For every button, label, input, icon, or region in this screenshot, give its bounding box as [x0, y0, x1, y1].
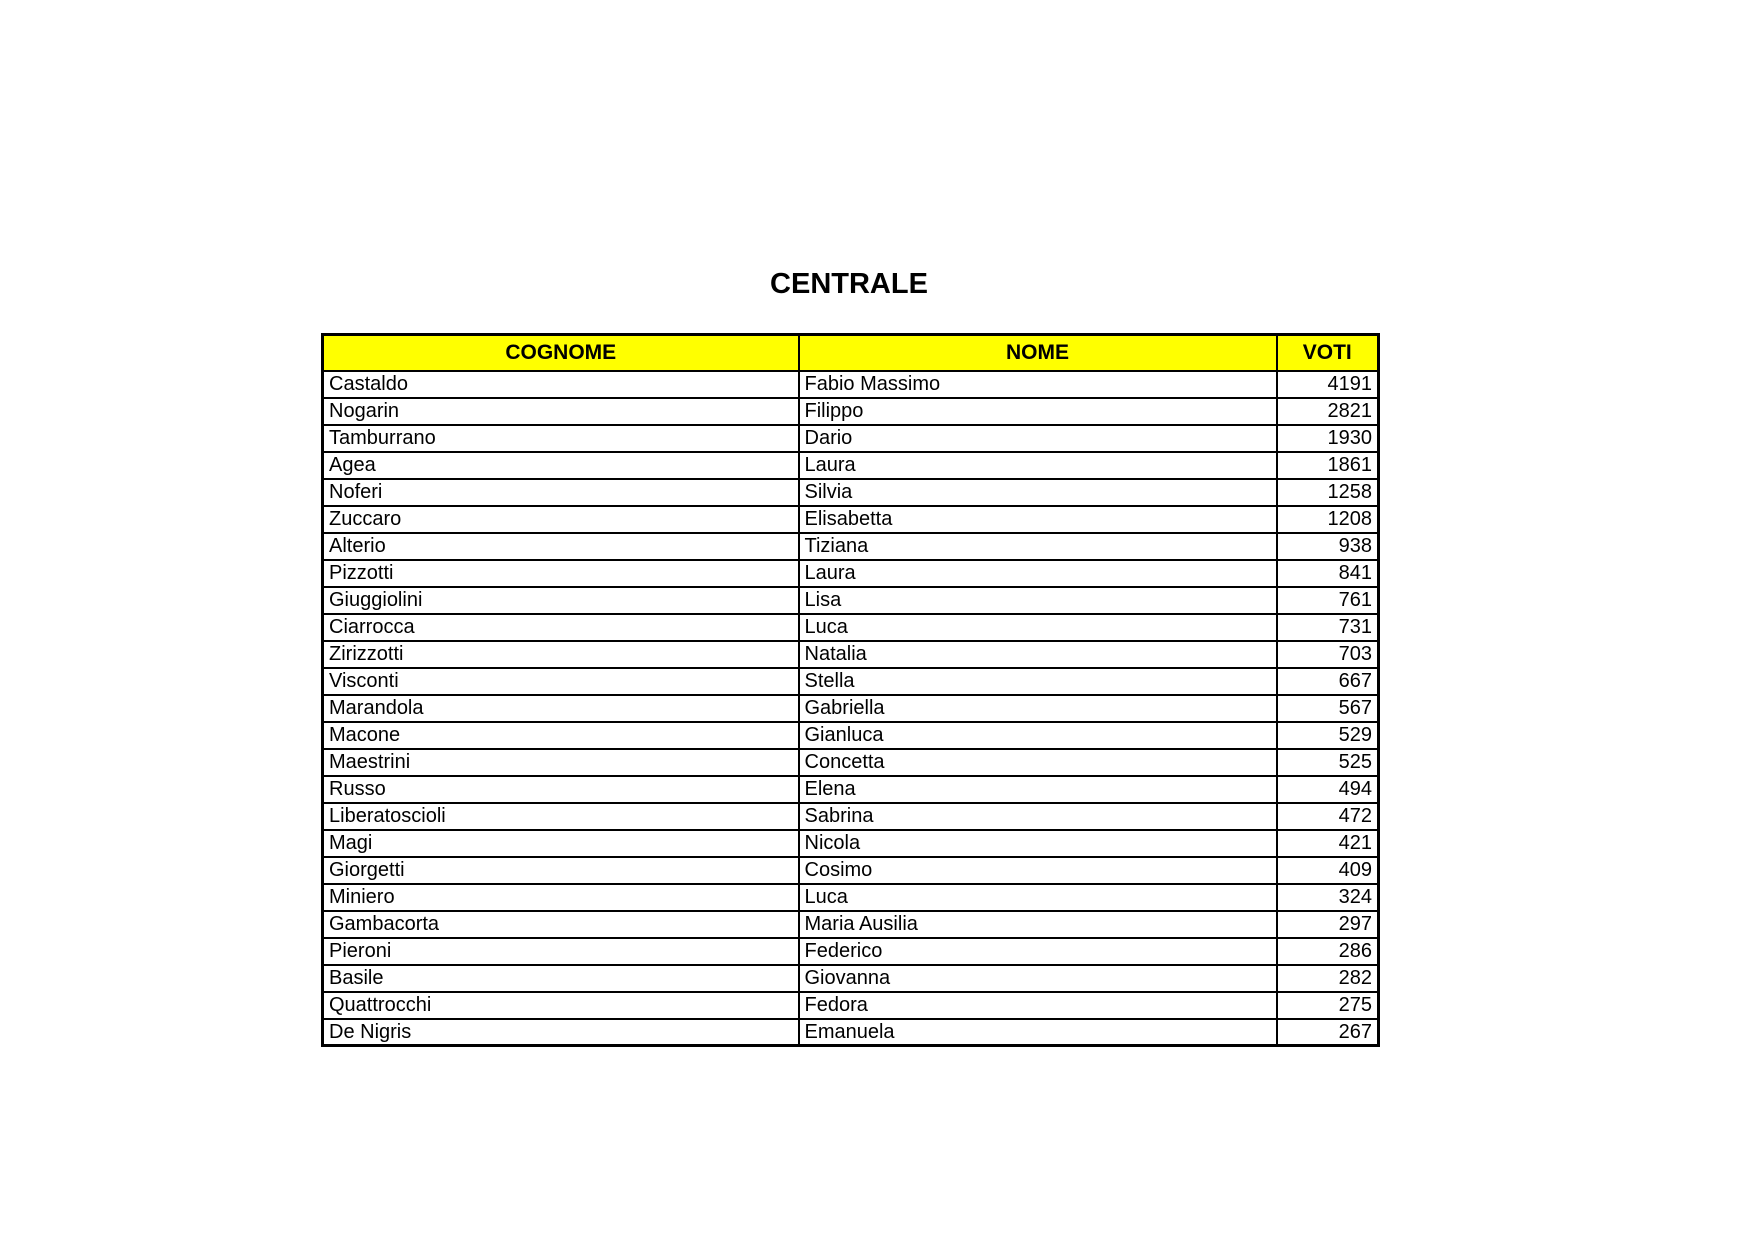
cell-nome: Nicola — [799, 830, 1277, 857]
cell-nome: Gianluca — [799, 722, 1277, 749]
table-body — [323, 371, 1379, 1046]
cell-voti: 529 — [1277, 722, 1379, 749]
cell-nome: Luca — [799, 884, 1277, 911]
table-row — [323, 614, 1379, 641]
cell-cognome: Pizzotti — [323, 560, 799, 587]
table-row — [323, 722, 1379, 749]
cell-nome: Gabriella — [799, 695, 1277, 722]
cell-cognome: Noferi — [323, 479, 799, 506]
cell-cognome: Nogarin — [323, 398, 799, 425]
cell-voti: 409 — [1277, 857, 1379, 884]
cell-cognome: Pieroni — [323, 938, 799, 965]
cell-nome: Emanuela — [799, 1019, 1277, 1046]
cell-nome: Laura — [799, 560, 1277, 587]
cell-nome: Laura — [799, 452, 1277, 479]
cell-nome: Sabrina — [799, 803, 1277, 830]
cell-voti: 4191 — [1277, 371, 1379, 398]
table-row — [323, 479, 1379, 506]
table-header — [323, 335, 1379, 371]
cell-voti: 286 — [1277, 938, 1379, 965]
cell-cognome: Zirizzotti — [323, 641, 799, 668]
cell-voti: 421 — [1277, 830, 1379, 857]
cell-nome: Fedora — [799, 992, 1277, 1019]
cell-cognome: Giuggiolini — [323, 587, 799, 614]
cell-cognome: Miniero — [323, 884, 799, 911]
cell-cognome: Marandola — [323, 695, 799, 722]
cell-cognome: Russo — [323, 776, 799, 803]
table-row — [323, 641, 1379, 668]
table-row — [323, 506, 1379, 533]
table-row — [323, 803, 1379, 830]
cell-voti: 938 — [1277, 533, 1379, 560]
cell-cognome: Castaldo — [323, 371, 799, 398]
table-row — [323, 1019, 1379, 1046]
table-row — [323, 776, 1379, 803]
cell-nome: Filippo — [799, 398, 1277, 425]
cell-voti: 761 — [1277, 587, 1379, 614]
cell-nome: Concetta — [799, 749, 1277, 776]
cell-nome: Maria Ausilia — [799, 911, 1277, 938]
cell-cognome: Tamburrano — [323, 425, 799, 452]
cell-voti: 494 — [1277, 776, 1379, 803]
table-row — [323, 452, 1379, 479]
cell-cognome: Quattrocchi — [323, 992, 799, 1019]
cell-cognome: Magi — [323, 830, 799, 857]
cell-voti: 324 — [1277, 884, 1379, 911]
table-header-row — [323, 335, 1379, 371]
page-title: CENTRALE — [770, 268, 928, 300]
cell-cognome: Macone — [323, 722, 799, 749]
column-header-voti: VOTI — [1277, 335, 1379, 371]
cell-voti: 297 — [1277, 911, 1379, 938]
cell-nome: Natalia — [799, 641, 1277, 668]
table-row — [323, 965, 1379, 992]
cell-voti: 667 — [1277, 668, 1379, 695]
cell-voti: 1208 — [1277, 506, 1379, 533]
cell-nome: Dario — [799, 425, 1277, 452]
cell-voti: 1258 — [1277, 479, 1379, 506]
cell-cognome: Visconti — [323, 668, 799, 695]
cell-cognome: Giorgetti — [323, 857, 799, 884]
cell-nome: Elena — [799, 776, 1277, 803]
table-row — [323, 425, 1379, 452]
column-header-cognome: COGNOME — [323, 335, 799, 371]
table-row — [323, 371, 1379, 398]
cell-voti: 525 — [1277, 749, 1379, 776]
table-row — [323, 587, 1379, 614]
cell-cognome: De Nigris — [323, 1019, 799, 1046]
cell-voti: 472 — [1277, 803, 1379, 830]
cell-cognome: Zuccaro — [323, 506, 799, 533]
cell-nome: Fabio Massimo — [799, 371, 1277, 398]
cell-cognome: Maestrini — [323, 749, 799, 776]
table-row — [323, 398, 1379, 425]
table-row — [323, 857, 1379, 884]
cell-voti: 267 — [1277, 1019, 1379, 1046]
table-row — [323, 830, 1379, 857]
cell-voti: 731 — [1277, 614, 1379, 641]
table-row — [323, 749, 1379, 776]
cell-cognome: Alterio — [323, 533, 799, 560]
table-row — [323, 911, 1379, 938]
cell-voti: 841 — [1277, 560, 1379, 587]
cell-voti: 282 — [1277, 965, 1379, 992]
cell-voti: 1930 — [1277, 425, 1379, 452]
table-row — [323, 992, 1379, 1019]
cell-nome: Luca — [799, 614, 1277, 641]
cell-cognome: Gambacorta — [323, 911, 799, 938]
results-table — [321, 333, 1380, 1047]
cell-nome: Stella — [799, 668, 1277, 695]
cell-cognome: Liberatoscioli — [323, 803, 799, 830]
cell-nome: Giovanna — [799, 965, 1277, 992]
table-row — [323, 938, 1379, 965]
cell-voti: 2821 — [1277, 398, 1379, 425]
cell-cognome: Agea — [323, 452, 799, 479]
table-row — [323, 533, 1379, 560]
cell-voti: 275 — [1277, 992, 1379, 1019]
document-content — [321, 268, 1377, 1047]
cell-nome: Cosimo — [799, 857, 1277, 884]
cell-nome: Tiziana — [799, 533, 1277, 560]
table-row — [323, 668, 1379, 695]
cell-nome: Silvia — [799, 479, 1277, 506]
cell-voti: 1861 — [1277, 452, 1379, 479]
cell-nome: Elisabetta — [799, 506, 1277, 533]
cell-nome: Lisa — [799, 587, 1277, 614]
cell-voti: 703 — [1277, 641, 1379, 668]
cell-cognome: Basile — [323, 965, 799, 992]
column-header-nome: NOME — [799, 335, 1277, 371]
cell-cognome: Ciarrocca — [323, 614, 799, 641]
cell-voti: 567 — [1277, 695, 1379, 722]
table-row — [323, 560, 1379, 587]
cell-nome: Federico — [799, 938, 1277, 965]
table-row — [323, 884, 1379, 911]
table-row — [323, 695, 1379, 722]
